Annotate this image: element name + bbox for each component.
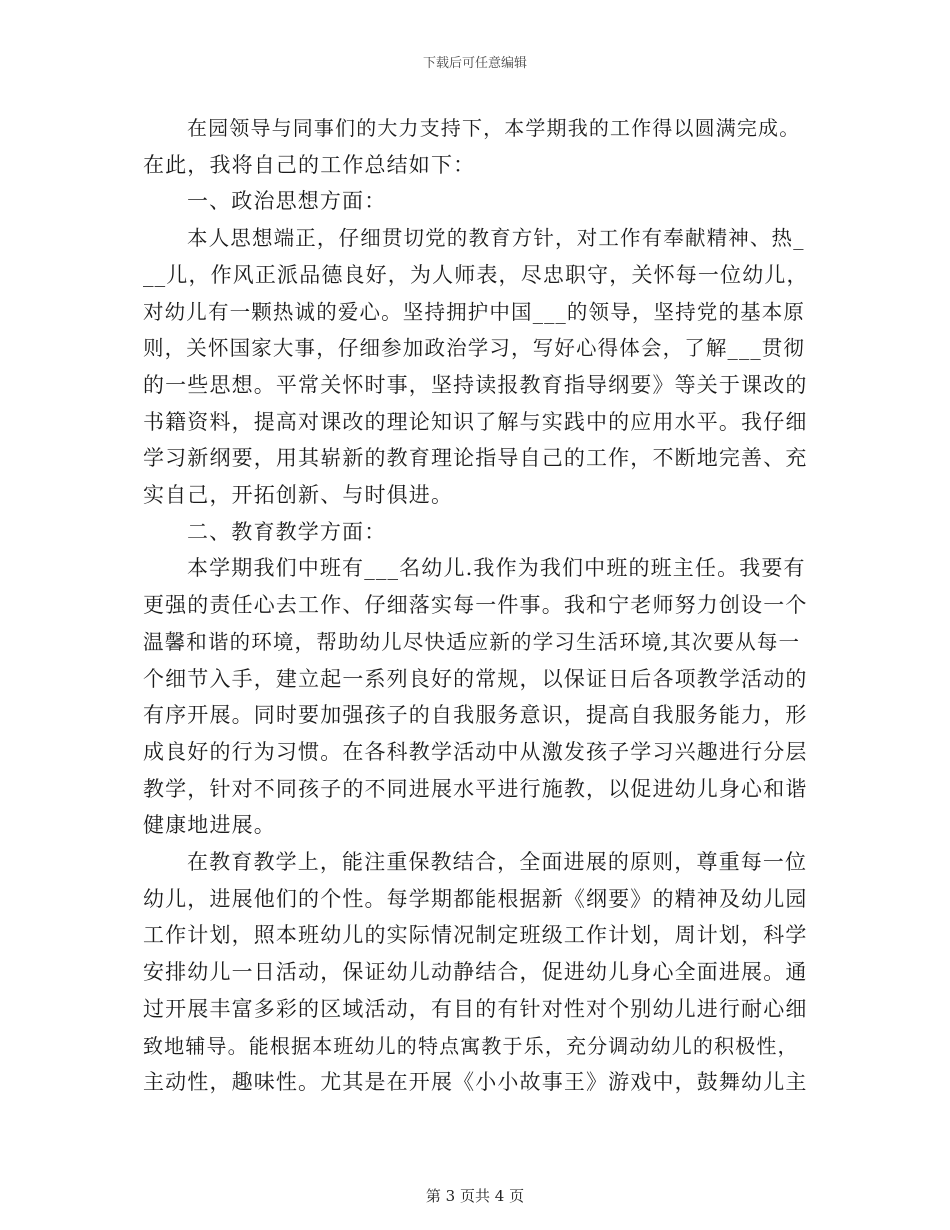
page-number-footer: 第 3 页共 4 页 (425, 1187, 525, 1205)
text-line: 教学，针对不同孩子的不同进展水平进行施教，以促进幼儿身心和谐 (143, 776, 808, 801)
text-line: 实自己，开拓创新、与时俱进。 (143, 483, 454, 508)
text-line: 有序开展。同时要加强孩子的自我服务意识，提高自我服务能力，形 (143, 703, 808, 728)
text-line: 更强的责任心去工作、仔细落实每一件事。我和宁老师努力创设一个 (143, 593, 808, 618)
text-line: 幼儿，进展他们的个性。每学期都能根据新《纲要》的精神及幼儿园 (143, 886, 808, 911)
text-line: 在此，我将自己的工作总结如下： (143, 152, 476, 177)
text-line: 一、政治思想方面： (187, 189, 387, 214)
document-body (143, 110, 809, 1101)
text-line: 致地辅导。能根据本班幼儿的特点寓教于乐，充分调动幼儿的积极性， (143, 1033, 799, 1058)
text-line: 本人思想端正，仔细贯切党的教育方针，对工作有奉献精神、热_ (187, 226, 805, 251)
text-line: 在教育教学上，能注重保教结合，全面进展的原则，尊重每一位 (187, 850, 808, 875)
page-header: 下载后可任意编辑 (422, 56, 527, 71)
text-line: 对幼儿有一颗热诚的爱心。坚持拥护中国___的领导，坚持党的基本原 (143, 299, 806, 324)
text-line: 过开展丰富多彩的区域活动，有目的有针对性对个别幼儿进行耐心细 (143, 996, 808, 1021)
text-line: 书籍资料，提高对课改的理论知识了解与实践中的应用水平。我仔细 (143, 409, 808, 434)
text-line: 主动性，趣味性。尤其是在开展《小小故事王》游戏中，鼓舞幼儿主 (143, 1070, 808, 1095)
text-line: 健康地进展。 (143, 813, 276, 838)
text-line: 成良好的行为习惯。在各科教学活动中从激发孩子学习兴趣进行分层 (143, 739, 808, 764)
text-line: 温馨和谐的环境，帮助幼儿尽快适应新的学习生活环境,其次要从每一 (143, 629, 801, 654)
text-line: 二、教育教学方面： (187, 519, 387, 544)
text-line: 安排幼儿一日活动，保证幼儿动静结合，促进幼儿身心全面进展。通 (143, 960, 808, 985)
text-line: 在园领导与同事们的大力支持下，本学期我的工作得以圆满完成。 (187, 116, 801, 140)
text-line: 学习新纲要，用其崭新的教育理论指导自己的工作，不断地完善、充 (143, 446, 808, 471)
text-line: __儿，作风正派品德良好，为人师表，尽忠职守，关怀每一位幼儿， (143, 262, 809, 287)
text-line: 本学期我们中班有___名幼儿.我作为我们中班的班主任。我要有 (187, 556, 806, 581)
text-line: 工作计划，照本班幼儿的实际情况制定班级工作计划，周计划，科学 (143, 923, 808, 948)
text-line: 的一些思想。平常关怀时事，坚持读报教育指导纲要》等关于课改的 (143, 372, 808, 397)
text-line: 则，关怀国家大事，仔细参加政治学习，写好心得体会，了解___贯彻 (143, 336, 806, 361)
text-line: 个细节入手，建立起一系列良好的常规，以保证日后各项教学活动的 (143, 666, 808, 691)
